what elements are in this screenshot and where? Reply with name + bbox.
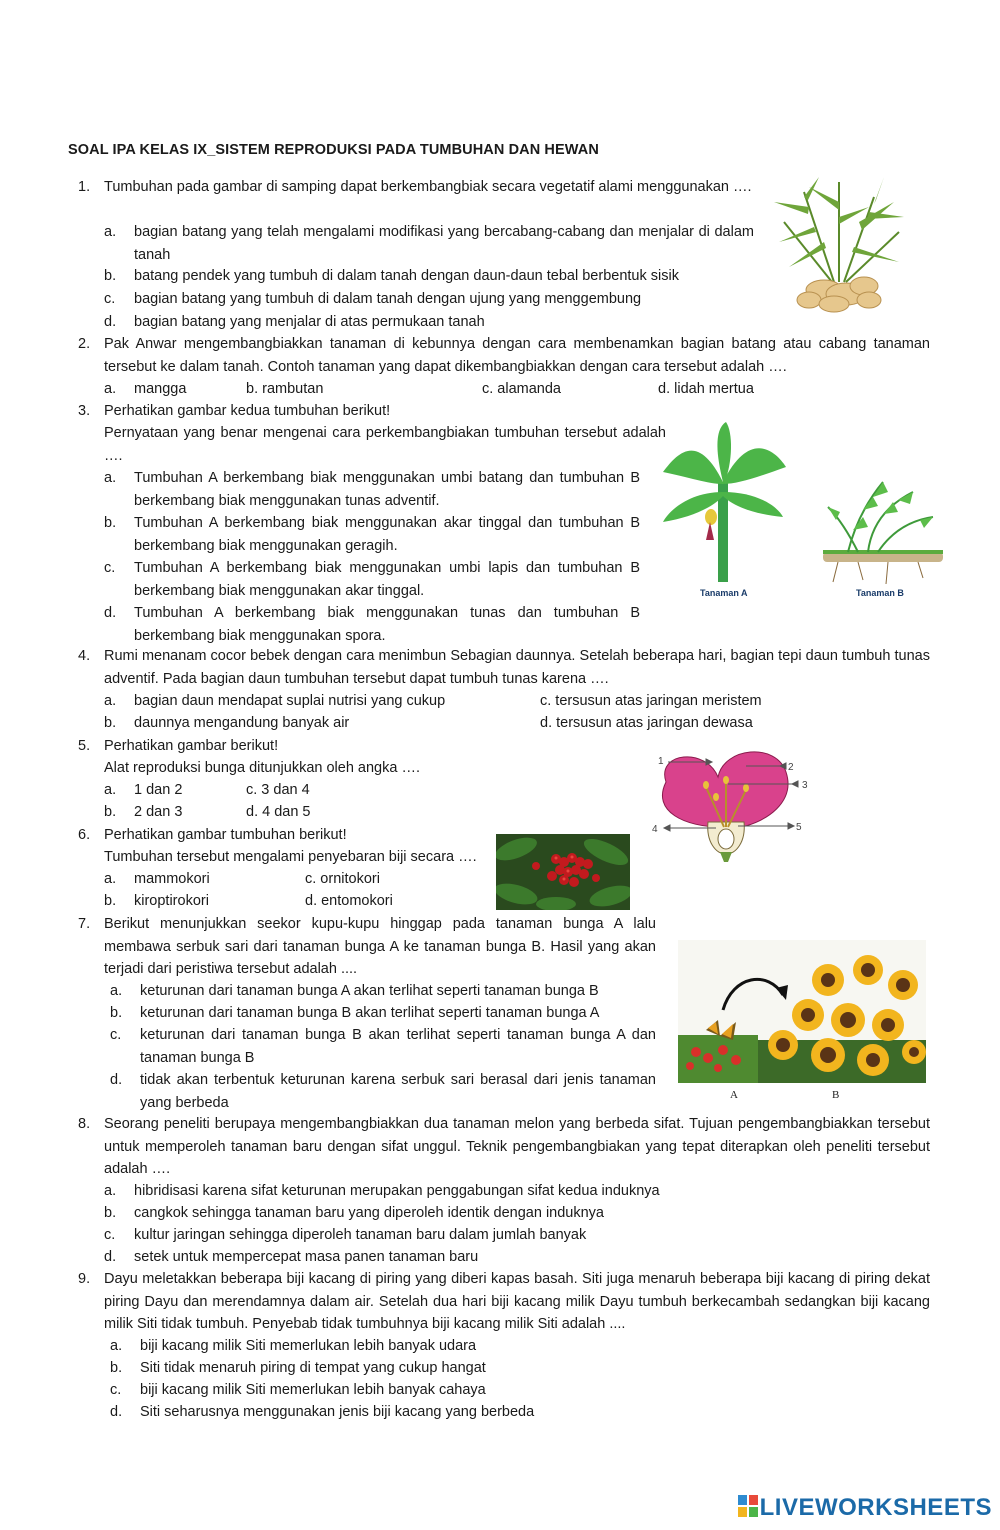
option-text: c. tersusun atas jaringan meristem bbox=[540, 693, 762, 709]
option-4c[interactable] bbox=[540, 690, 762, 712]
option-text: mangga bbox=[134, 381, 187, 397]
option-6d[interactable] bbox=[305, 890, 393, 912]
page-title: SOAL IPA KELAS IX_SISTEM REPRODUKSI PADA TUMBUHAN DAN HEWAN bbox=[68, 142, 599, 158]
option-text: Siti seharusnya menggunakan jenis biji kacang yang berbeda bbox=[140, 1404, 535, 1420]
question-text: Perhatikan gambar berikut! bbox=[104, 738, 279, 754]
question-number: 6. bbox=[78, 827, 91, 843]
option-9a[interactable] bbox=[110, 1335, 476, 1357]
question-3 bbox=[78, 400, 678, 423]
question-number: 8. bbox=[78, 1116, 91, 1132]
option-4d[interactable] bbox=[540, 712, 753, 734]
sunflower-butterfly-image bbox=[678, 940, 926, 1102]
question-9 bbox=[78, 1268, 930, 1336]
option-text: keturunan dari tanaman bunga A akan terlihat seperti tanaman bunga B bbox=[140, 983, 599, 999]
question-text: Tumbuhan pada gambar di samping dapat berkembangbiak secara vegetatif alami menggunakan …. bbox=[104, 179, 752, 195]
brand-name: LIVEWORKSHEETS bbox=[759, 1494, 992, 1521]
option-5b[interactable] bbox=[104, 801, 182, 823]
option-text: tidak akan terbentuk keturunan karena serbuk sari berasal dari jenis tanaman yang berbeda bbox=[140, 1072, 656, 1111]
question-text: Berikut menunjukkan seekor kupu-kupu hinggap pada tanaman bunga A lalu membawa serbuk sari dari tanaman bunga A ke tanaman bunga B. Hasil yang akan terjadi dari peristiwa tersebut adalah .... bbox=[104, 916, 656, 977]
option-text: bagian daun mendapat suplai nutrisi yang cukup bbox=[134, 693, 446, 709]
question-7 bbox=[78, 913, 656, 981]
option-text: d. tersusun atas jaringan dewasa bbox=[540, 715, 753, 731]
question-number: 4. bbox=[78, 648, 91, 664]
question-text: Dayu meletakkan beberapa biji kacang di piring yang diberi kapas basah. Siti juga menaruh beberapa biji kacang di piring dekat piring Dayu dan merendamnya dalam air. Setelah dua hari biji kacang milik Dayu tumbuh berkecambah sedangkan biji kacang milik Siti tidak tumbuh. Penyebab tidak tumbuhnya biji kacang milik Siti adalah .... bbox=[104, 1271, 930, 1332]
question-text: Alat reproduksi bunga ditunjukkan oleh angka …. bbox=[104, 760, 420, 776]
option-3a[interactable] bbox=[104, 467, 640, 512]
option-7a[interactable] bbox=[110, 980, 656, 1003]
option-text: bagian batang yang tumbuh di dalam tanah dengan ujung yang menggembung bbox=[134, 291, 642, 307]
flower-b-label: B bbox=[832, 1089, 840, 1101]
option-letter: a. bbox=[104, 470, 117, 486]
option-text: bagian batang yang menjalar di atas permukaan tanah bbox=[134, 314, 485, 330]
question-3-prompt bbox=[104, 422, 666, 467]
plant-a-label: Tanaman A bbox=[700, 588, 748, 598]
question-number: 5. bbox=[78, 738, 91, 754]
option-letter: a. bbox=[110, 1338, 123, 1354]
option-1d[interactable] bbox=[104, 311, 485, 333]
option-letter: b. bbox=[104, 268, 117, 284]
option-8b[interactable] bbox=[104, 1202, 604, 1224]
option-text: keturunan dari tanaman bunga B akan terlihat seperti tanaman bunga A dan tanaman bunga B bbox=[140, 1027, 656, 1066]
option-text: c. alamanda bbox=[482, 381, 561, 397]
option-letter: c. bbox=[104, 291, 116, 307]
question-text: Perhatikan gambar tumbuhan berikut! bbox=[104, 827, 347, 843]
option-1c[interactable] bbox=[104, 288, 641, 310]
diagram-label-5: 5 bbox=[796, 822, 802, 833]
option-7b[interactable] bbox=[110, 1002, 656, 1025]
option-2c[interactable] bbox=[482, 378, 561, 400]
question-number: 7. bbox=[78, 916, 91, 932]
coffee-berries-image bbox=[496, 834, 630, 910]
option-8a[interactable] bbox=[104, 1180, 660, 1202]
question-number: 2. bbox=[78, 336, 91, 352]
option-3c[interactable] bbox=[104, 557, 640, 602]
option-text: c. ornitokori bbox=[305, 871, 380, 887]
option-text: 1 dan 2 bbox=[134, 782, 183, 798]
option-6a[interactable] bbox=[104, 868, 210, 890]
liveworksheets-icon bbox=[738, 1495, 758, 1517]
option-9d[interactable] bbox=[110, 1401, 534, 1423]
question-number: 1. bbox=[78, 179, 91, 195]
option-text: bagian batang yang telah mengalami modifikasi yang bercabang-cabang dan menjalar di dalam tanah bbox=[134, 224, 754, 263]
option-5a[interactable] bbox=[104, 779, 182, 801]
diagram-label-2: 2 bbox=[788, 762, 794, 773]
question-text: Perhatikan gambar kedua tumbuhan berikut! bbox=[104, 403, 391, 419]
option-letter: d. bbox=[110, 1404, 123, 1420]
option-letter: c. bbox=[104, 560, 116, 576]
option-text: kiroptirokori bbox=[134, 893, 209, 909]
flower-a-label: A bbox=[730, 1089, 738, 1101]
option-letter: a. bbox=[104, 224, 117, 240]
option-7c[interactable] bbox=[110, 1024, 656, 1069]
option-4a[interactable] bbox=[104, 690, 445, 712]
option-text: hibridisasi karena sifat keturunan merupakan penggabungan sifat kedua induknya bbox=[134, 1183, 660, 1199]
ginger-plant-image bbox=[764, 172, 914, 314]
option-text: batang pendek yang tumbuh di dalam tanah dengan daun-daun tebal berbentuk sisik bbox=[134, 268, 679, 284]
option-4b[interactable] bbox=[104, 712, 349, 734]
question-number: 9. bbox=[78, 1271, 91, 1287]
option-3b[interactable] bbox=[104, 512, 640, 557]
option-letter: d. bbox=[104, 1249, 117, 1265]
option-2a[interactable] bbox=[104, 378, 186, 400]
option-2b[interactable] bbox=[246, 378, 323, 400]
diagram-label-4: 4 bbox=[652, 824, 658, 835]
option-text: setek untuk mempercepat masa panen tanaman baru bbox=[134, 1249, 479, 1265]
option-letter: d. bbox=[104, 605, 117, 621]
option-letter: a. bbox=[104, 1183, 117, 1199]
option-text: kultur jaringan sehingga diperoleh tanaman baru dalam jumlah banyak bbox=[134, 1227, 587, 1243]
question-6 bbox=[78, 824, 498, 847]
option-text: mammokori bbox=[134, 871, 210, 887]
option-8c[interactable] bbox=[104, 1224, 586, 1246]
option-text: Tumbuhan A berkembang biak menggunakan tunas dan tumbuhan B berkembang biak menggunakan spora. bbox=[134, 605, 640, 644]
option-1b[interactable] bbox=[104, 265, 679, 287]
question-text: Seorang peneliti berupaya mengembangbiakkan dua tanaman melon yang berbeda sifat. Tujuan pengembangbiakkan tersebut untuk memperoleh tanaman baru dengan sifat unggul. Teknik pengembangbiakan yang tepat diterapkan oleh peneliti tersebut adalah …. bbox=[104, 1116, 930, 1177]
option-text: d. lidah mertua bbox=[658, 381, 754, 397]
question-2 bbox=[78, 333, 930, 378]
option-text: cangkok sehingga tanaman baru yang diperoleh identik dengan induknya bbox=[134, 1205, 604, 1221]
option-2d[interactable] bbox=[658, 378, 754, 400]
option-letter: d. bbox=[110, 1072, 123, 1088]
option-text: Tumbuhan A berkembang biak menggunakan akar tinggal dan tumbuhan B berkembang biak menggunakan geragih. bbox=[134, 515, 640, 554]
option-letter: b. bbox=[104, 893, 117, 909]
flower-diagram-image bbox=[646, 742, 816, 862]
option-text: biji kacang milik Siti memerlukan lebih banyak udara bbox=[140, 1338, 477, 1354]
option-letter: c. bbox=[110, 1382, 122, 1398]
option-letter: c. bbox=[104, 1227, 116, 1243]
option-1a[interactable] bbox=[104, 221, 754, 266]
option-7d[interactable] bbox=[110, 1069, 656, 1114]
question-1 bbox=[78, 176, 758, 199]
banana-fern-image bbox=[658, 422, 948, 604]
option-text: d. 4 dan 5 bbox=[246, 804, 311, 820]
option-letter: d. bbox=[104, 314, 117, 330]
question-6-prompt bbox=[104, 846, 477, 868]
question-text: Rumi menanam cocor bebek dengan cara menimbun Sebagian daunnya. Setelah beberapa hari, bagian tepi daun tumbuh tunas adventif. Pada bagian daun tumbuhan tersebut dapat tumbuh tunas karena …. bbox=[104, 648, 930, 687]
option-text: keturunan dari tanaman bunga B akan terlihat seperti tanaman bunga A bbox=[140, 1005, 600, 1021]
option-text: Siti tidak menaruh piring di tempat yang cukup hangat bbox=[140, 1360, 486, 1376]
option-text: Tumbuhan A berkembang biak menggunakan umbi batang dan tumbuhan B berkembang biak menggunakan tunas adventif. bbox=[134, 470, 640, 509]
option-text: Tumbuhan A berkembang biak menggunakan umbi lapis dan tumbuhan B berkembang biak menggunakan akar tinggal. bbox=[134, 560, 640, 599]
question-5 bbox=[78, 735, 618, 758]
option-letter: c. bbox=[110, 1027, 122, 1043]
option-letter: a. bbox=[104, 782, 117, 798]
option-text: b. rambutan bbox=[246, 381, 324, 397]
option-letter: a. bbox=[104, 693, 117, 709]
question-8 bbox=[78, 1113, 930, 1181]
option-letter: b. bbox=[104, 515, 117, 531]
option-6b[interactable] bbox=[104, 890, 209, 912]
option-letter: b. bbox=[104, 715, 117, 731]
plant-b-label: Tanaman B bbox=[856, 588, 904, 598]
option-text: daunnya mengandung banyak air bbox=[134, 715, 350, 731]
option-letter: b. bbox=[104, 1205, 117, 1221]
question-5-prompt bbox=[104, 757, 420, 779]
option-6c[interactable] bbox=[305, 868, 380, 890]
option-letter: a. bbox=[104, 871, 117, 887]
option-text: d. entomokori bbox=[305, 893, 393, 909]
diagram-label-1: 1 bbox=[658, 756, 664, 767]
diagram-label-3: 3 bbox=[802, 780, 808, 791]
option-text: 2 dan 3 bbox=[134, 804, 183, 820]
question-4 bbox=[78, 645, 930, 690]
question-text: Tumbuhan tersebut mengalami penyebaran biji secara …. bbox=[104, 849, 477, 865]
question-text: Pak Anwar mengembangbiakkan tanaman di kebunnya dengan cara membenamkan bagian batang atau cabang tanaman tersebut ke dalam tanah. Contoh tanaman yang dapat dikembangbiakkan dengan cara tersebut adalah …. bbox=[104, 336, 930, 375]
option-letter: a. bbox=[110, 983, 123, 999]
option-letter: a. bbox=[104, 381, 117, 397]
liveworksheets-logo[interactable] bbox=[738, 1494, 992, 1522]
question-number: 3. bbox=[78, 403, 91, 419]
option-8d[interactable] bbox=[104, 1246, 478, 1268]
option-5c[interactable] bbox=[246, 779, 310, 801]
option-text: biji kacang milik Siti memerlukan lebih banyak cahaya bbox=[140, 1382, 486, 1398]
option-3d[interactable] bbox=[104, 602, 640, 647]
question-text: Pernyataan yang benar mengenai cara perkembangbiakan tumbuhan tersebut adalah …. bbox=[104, 425, 666, 464]
option-9b[interactable] bbox=[110, 1357, 486, 1379]
option-5d[interactable] bbox=[246, 801, 311, 823]
option-9c[interactable] bbox=[110, 1379, 486, 1401]
option-letter: b. bbox=[104, 804, 117, 820]
option-letter: b. bbox=[110, 1005, 123, 1021]
option-letter: b. bbox=[110, 1360, 123, 1376]
option-text: c. 3 dan 4 bbox=[246, 782, 310, 798]
